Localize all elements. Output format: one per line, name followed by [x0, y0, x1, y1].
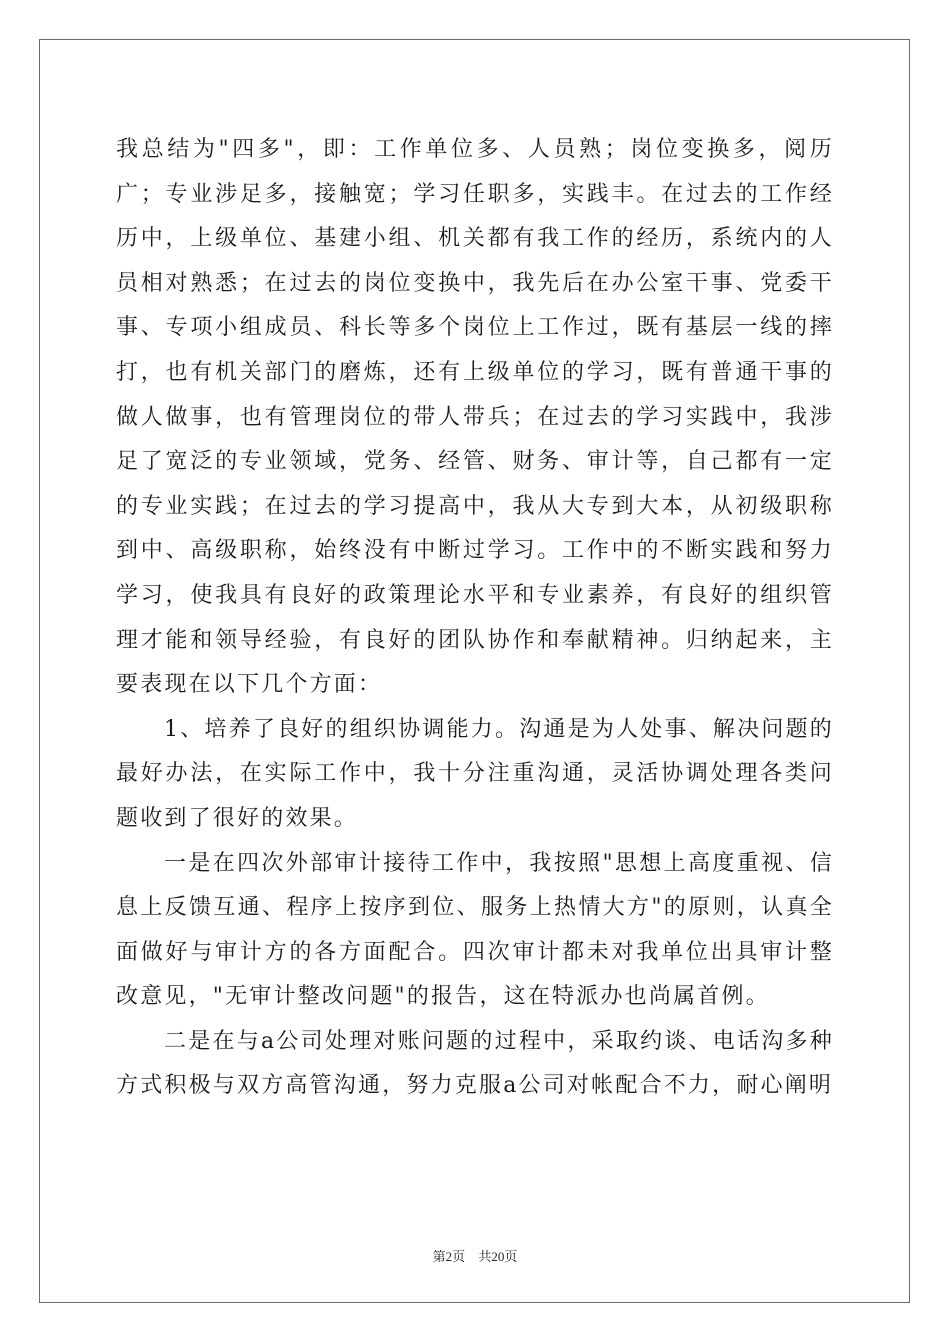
paragraph-2: 1、培养了良好的组织协调能力。沟通是为人处事、解决问题的最好办法，在实际工作中，我十分注重沟通，灵活协调处理各类问题收到了很好的效果。 [116, 716, 834, 831]
paragraph-1: 我总结为"四多"，即：工作单位多、人员熟；岗位变换多，阅历广；专业涉足多，接触宽；学习任职多，实践丰。在过去的工作经历中，上级单位、基建小组、机关都有我工作的经历，系统内的人员相对熟悉；在过去的岗位变换中，我先后在办公室干事、党委干事、专项小组成员、科长等多个岗位上工作过，既有基层一线的摔打，也有机关部门的磨炼，还有上级单位的学习，既有普通干事的做人做事，也有管理岗位的带人带兵；在过去的学习实践中，我涉足了宽泛的专业领域，党务、经管、财务、审计等，自己都有一定的专业实践；在过去的学习提高中，我从大专到大本，从初级职称到中、高级职称，始终没有中断过学习。工作中的不断实践和努力学习，使我具有良好的政策理论水平和专业素养，有良好的组织管理才能和领导经验，有良好的团队协作和奉献精神。归纳起来，主要表现在以下几个方面： [116, 137, 834, 698]
paragraph-4: 二是在与a公司处理对账问题的过程中，采取约谈、电话沟多种方式积极与双方高管沟通，努力克服a公司对帐配合不力，耐心阐明 [116, 1028, 834, 1099]
document-body [116, 128, 834, 1109]
page-total: 共20页 [478, 1249, 518, 1264]
page-number: 第2页 [432, 1249, 466, 1264]
paragraph-3: 一是在四次外部审计接待工作中，我按照"思想上高度重视、信息上反馈互通、程序上按序到位、服务上热情大方"的原则，认真全面做好与审计方的各方面配合。四次审计都未对我单位出具审计整改意见，"无审计整改问题"的报告，这在特派办也尚属首例。 [116, 850, 834, 1010]
page-footer [0, 1246, 950, 1265]
